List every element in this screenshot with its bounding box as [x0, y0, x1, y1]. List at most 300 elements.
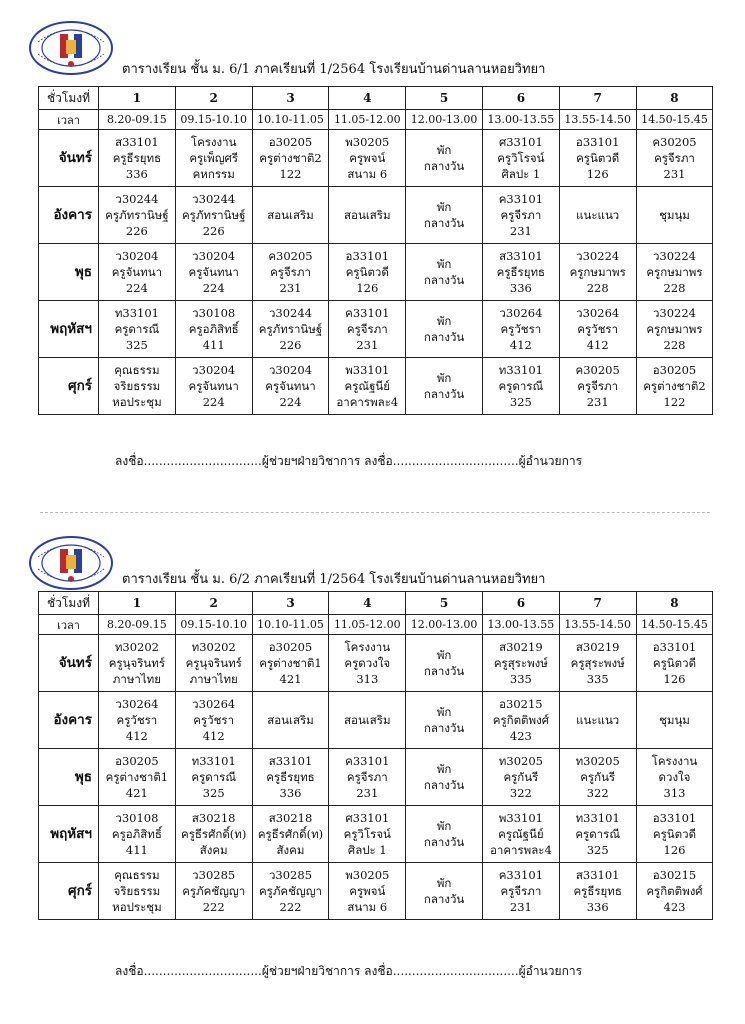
day-name: พุธ [39, 244, 99, 301]
teacher-name: ดวงใจ [658, 770, 691, 784]
teacher-name: ครูวัชรา [500, 322, 542, 336]
subject-code: อ30215 [499, 697, 543, 711]
subject-code: ท33101 [191, 754, 236, 768]
teacher-name: ครูธีรศักดิ์(ท) [257, 827, 324, 841]
period-number: 5 [406, 592, 483, 615]
teacher-name: ครูวิโรจน์ [343, 827, 391, 841]
period-label: ชั่วโมงที่ [39, 87, 99, 110]
subject-code: ว30224 [652, 306, 696, 320]
period-number: 8 [636, 87, 713, 110]
subject-code: สอนเสริม [344, 208, 391, 222]
room: 325 [202, 786, 225, 800]
period-header-row [39, 592, 713, 615]
subject-code: ว30224 [652, 249, 696, 263]
room: 325 [586, 843, 609, 857]
subject-code: ท33101 [114, 306, 159, 320]
class-cell [559, 749, 636, 806]
class-cell [99, 358, 176, 415]
room: 335 [509, 672, 532, 686]
class-cell [175, 635, 252, 692]
day-row [39, 187, 713, 244]
period-number: 3 [252, 87, 329, 110]
time-slot: 11.05-12.00 [329, 110, 406, 130]
class-cell [406, 358, 483, 415]
class-cell [636, 863, 713, 920]
class-cell [252, 806, 329, 863]
subject-code: ค33101 [345, 306, 390, 320]
timetable [38, 86, 713, 415]
class-cell [99, 749, 176, 806]
class-cell [559, 635, 636, 692]
subject-code: ว30204 [268, 363, 313, 377]
class-cell [406, 635, 483, 692]
class-cell [175, 244, 252, 301]
class-cell [559, 358, 636, 415]
class-cell [99, 806, 176, 863]
subject-code: พัก [436, 257, 452, 271]
subject-code: อ30215 [652, 868, 697, 882]
class-cell [252, 187, 329, 244]
class-cell [252, 692, 329, 749]
subject-code: ค33101 [498, 192, 544, 206]
class-cell [252, 635, 329, 692]
room: สังคม [276, 843, 305, 857]
class-cell [406, 806, 483, 863]
teacher-name: ครูจันทนา [188, 379, 239, 393]
class-cell [406, 692, 483, 749]
period-number: 7 [559, 87, 636, 110]
class-cell [175, 130, 252, 187]
teacher-name: ครูวิโรจน์ [497, 151, 545, 165]
time-slot: 10.10-11.05 [252, 615, 329, 635]
class-cell [175, 187, 252, 244]
time-slot: 13.55-14.50 [559, 615, 636, 635]
subject-code: พ33101 [498, 811, 543, 825]
subject-code: ท30205 [575, 754, 620, 768]
day-name: พฤหัสฯ [39, 301, 99, 358]
teacher-name: ครูจันทนา [265, 379, 316, 393]
time-slot: 13.00-13.55 [482, 110, 559, 130]
subject-code: ส33101 [575, 868, 620, 882]
room: 336 [125, 167, 148, 181]
day-name: ศุกร์ [39, 358, 99, 415]
class-cell [329, 244, 406, 301]
teacher-name: ครูดารณี [498, 379, 544, 393]
class-cell [329, 130, 406, 187]
teacher-name: กลางวัน [423, 721, 465, 735]
class-cell [252, 358, 329, 415]
class-cell [482, 863, 559, 920]
teacher-name: ครูนิตวดี [345, 265, 389, 279]
time-slot: 14.50-15.45 [636, 110, 713, 130]
class-cell [636, 130, 713, 187]
teacher-name: ครูต่างชาติ1 [105, 770, 169, 784]
teacher-name: ครูต่างชาติ2 [643, 379, 706, 393]
room: 228 [663, 338, 686, 352]
class-cell [175, 749, 252, 806]
subject-code: ชุมนุม [659, 208, 690, 222]
room: 325 [509, 395, 532, 409]
subject-code: ว30204 [192, 363, 236, 377]
room: 412 [202, 729, 225, 743]
teacher-name: กลางวัน [423, 330, 465, 344]
signature-line: ลงชื่อ...............................ผู้ช่วยฯฝ่ายวิชาการ ลงชื่อ.................................ผู้อำนวยการ [115, 964, 583, 978]
class-cell [99, 692, 176, 749]
teacher-name: ครูดวงใจ [344, 656, 391, 670]
teacher-name: ครูอภิสิทธิ์ [111, 827, 162, 841]
class-cell [559, 301, 636, 358]
room: 421 [125, 786, 148, 800]
subject-code: ค33101 [345, 754, 390, 768]
subject-code: ว30108 [115, 811, 159, 825]
subject-code: พัก [436, 705, 452, 719]
subject-code: ท30202 [191, 640, 236, 654]
subject-code: พัก [436, 648, 452, 662]
room: 336 [509, 281, 532, 295]
room: คหกรรม [192, 167, 235, 181]
teacher-name: ครูวัชรา [577, 322, 619, 336]
room: 335 [586, 672, 609, 686]
subject-code: ส30219 [575, 640, 620, 654]
subject-code: พ33101 [345, 363, 390, 377]
room: 412 [125, 729, 148, 743]
teacher-name: ครูภัทรานิษฐ์ [181, 208, 246, 222]
subject-code: พัก [436, 819, 452, 833]
time-slot: 12.00-13.00 [406, 110, 483, 130]
subject-code: ค30205 [268, 249, 313, 263]
teacher-name: ครูจีรภา [654, 151, 695, 165]
class-cell [406, 863, 483, 920]
room: 313 [356, 672, 379, 686]
teacher-name: จริยธรรม [113, 884, 161, 898]
teacher-name: ครูนุจรินทร์ [185, 656, 242, 670]
class-cell [252, 749, 329, 806]
room: 126 [356, 281, 379, 295]
class-cell [329, 358, 406, 415]
teacher-name: ครูสุระพงษ์ [570, 656, 625, 670]
subject-code: ว30264 [576, 306, 620, 320]
period-number: 1 [99, 592, 176, 615]
period-number: 1 [99, 87, 176, 110]
subject-code: อ30205 [268, 640, 313, 654]
class-cell [482, 692, 559, 749]
teacher-name: ครูธีรยุทธ [112, 151, 162, 165]
class-cell [636, 244, 713, 301]
teacher-name: ครูกษมาพร [646, 265, 703, 279]
subject-code: ว30285 [192, 868, 236, 882]
period-number: 6 [482, 87, 559, 110]
room: 313 [663, 786, 686, 800]
subject-code: ส33101 [115, 135, 159, 149]
day-name: พฤหัสฯ [39, 806, 99, 863]
subject-code: สอนเสริม [267, 208, 314, 222]
day-row [39, 358, 713, 415]
class-cell [175, 301, 252, 358]
teacher-name: กลางวัน [423, 273, 465, 287]
teacher-name: ครูเพ็ญศรี [189, 151, 239, 165]
subject-code: ส33101 [268, 754, 313, 768]
subject-code: สอนเสริม [267, 713, 314, 727]
teacher-name: ครูกิตติพงศ์ [492, 713, 550, 727]
subject-code: พัก [436, 762, 452, 776]
teacher-name: ครูจีรภา [346, 770, 388, 784]
subject-code: ชุมนุม [659, 713, 690, 727]
room: ศิลปะ 1 [501, 167, 541, 181]
room: 222 [202, 900, 225, 914]
class-cell [329, 635, 406, 692]
class-cell [99, 187, 176, 244]
teacher-name: กลางวัน [423, 892, 465, 906]
time-label: เวลา [39, 110, 99, 130]
room: 412 [586, 338, 609, 352]
class-cell [636, 301, 713, 358]
subject-code: แนะแนว [576, 713, 620, 727]
room: หอประชุม [112, 395, 162, 409]
day-row [39, 863, 713, 920]
class-cell [329, 187, 406, 244]
subject-code: ท33101 [575, 811, 620, 825]
day-name: จันทร์ [39, 635, 99, 692]
room: 226 [279, 338, 302, 352]
period-number: 8 [636, 592, 713, 615]
period-number: 7 [559, 592, 636, 615]
period-number: 2 [175, 592, 252, 615]
subject-code: ว30244 [115, 192, 159, 206]
class-cell [636, 187, 713, 244]
school-seal-logo [28, 20, 114, 76]
period-number: 4 [329, 87, 406, 110]
room: 224 [279, 395, 302, 409]
class-cell [559, 130, 636, 187]
room: 411 [125, 843, 148, 857]
room: 411 [202, 338, 225, 352]
class-cell [482, 130, 559, 187]
teacher-name: ครูพจน์ [349, 151, 386, 165]
class-cell [175, 692, 252, 749]
teacher-name: ครูจีรภา [577, 379, 619, 393]
room: 228 [586, 281, 609, 295]
class-cell [482, 244, 559, 301]
room: 325 [125, 338, 148, 352]
subject-code: คุณธรรม [114, 868, 160, 882]
class-cell [636, 635, 713, 692]
class-cell [559, 244, 636, 301]
teacher-name: ครูอภิสิทธิ์ [188, 322, 239, 336]
subject-code: พ30205 [345, 868, 390, 882]
subject-code: ว30264 [499, 306, 543, 320]
teacher-name: ครูดารณี [575, 827, 620, 841]
day-name: พุธ [39, 749, 99, 806]
schedule-6-1 [0, 0, 745, 505]
subject-code: ส30218 [268, 811, 313, 825]
room: 126 [663, 843, 686, 857]
room: 226 [125, 224, 148, 238]
room: 228 [663, 281, 686, 295]
teacher-name: ครูภัคชัญญา [182, 884, 246, 898]
signature-line: ลงชื่อ...............................ผู้ช่วยฯฝ่ายวิชาการ ลงชื่อ.................................ผู้อำนวยการ [115, 454, 583, 468]
subject-code: ว30244 [268, 306, 313, 320]
subject-code: พัก [436, 200, 452, 214]
class-cell [559, 806, 636, 863]
teacher-name: ครูณัฐนีย์ [344, 379, 391, 393]
teacher-name: ครูจีรภา [500, 208, 542, 222]
room: 231 [279, 281, 302, 295]
room: 336 [586, 900, 609, 914]
room: 226 [202, 224, 225, 238]
subject-code: โครงงาน [190, 135, 237, 149]
class-cell [482, 187, 559, 244]
room: 423 [509, 729, 532, 743]
subject-code: พัก [436, 876, 452, 890]
teacher-name: ครูธีรศักดิ์(ท) [181, 827, 247, 841]
room: 231 [586, 395, 609, 409]
school-seal-logo [28, 535, 114, 591]
class-cell [559, 863, 636, 920]
subject-code: ค30205 [575, 363, 620, 377]
time-row [39, 615, 713, 635]
room: 126 [586, 167, 609, 181]
room: อาคารพละ4 [336, 395, 399, 409]
day-row [39, 301, 713, 358]
subject-code: พัก [436, 143, 452, 157]
time-slot: 8.20-09.15 [99, 615, 176, 635]
room: 122 [279, 167, 302, 181]
room: 336 [279, 786, 302, 800]
teacher-name: ครูดารณี [191, 770, 237, 784]
subject-code: ค30205 [652, 135, 697, 149]
teacher-name: ครูนุจรินทร์ [108, 656, 166, 670]
teacher-name: ครูนิตวดี [576, 151, 620, 165]
time-row [39, 110, 713, 130]
class-cell [329, 749, 406, 806]
subject-code: ค33101 [498, 868, 544, 882]
subject-code: แนะแนว [576, 208, 620, 222]
period-number: 4 [329, 592, 406, 615]
teacher-name: ครูจีรภา [346, 322, 388, 336]
day-row [39, 806, 713, 863]
schedule-title: ตารางเรียน ชั้น ม. 6/2 ภาคเรียนที่ 1/2564 โรงเรียนบ้านด่านลานหอยวิทยา [122, 572, 546, 587]
class-cell [329, 863, 406, 920]
teacher-name: กลางวัน [423, 835, 465, 849]
subject-code: อ33101 [345, 249, 390, 263]
room: 231 [356, 786, 379, 800]
teacher-name: ครูวัชรา [193, 713, 235, 727]
room: หอประชุม [112, 900, 162, 914]
class-cell [329, 692, 406, 749]
period-number: 3 [252, 592, 329, 615]
subject-code: พัก [436, 371, 452, 385]
subject-code: ว30244 [192, 192, 236, 206]
teacher-name: ครูสุระพงษ์ [493, 656, 548, 670]
room: 231 [356, 338, 379, 352]
subject-code: อ30205 [115, 754, 159, 768]
room: สนาม 6 [347, 167, 388, 181]
day-row [39, 244, 713, 301]
subject-code: ท33101 [498, 363, 543, 377]
teacher-name: ครูกันรี [503, 770, 539, 784]
teacher-name: ครูพจน์ [349, 884, 386, 898]
day-row [39, 692, 713, 749]
class-cell [559, 692, 636, 749]
time-slot: 13.55-14.50 [559, 110, 636, 130]
room: 412 [509, 338, 532, 352]
cut-divider [40, 512, 710, 513]
room: 224 [202, 281, 225, 295]
teacher-name: ครูธีรยุทธ [573, 884, 622, 898]
period-header-row [39, 87, 713, 110]
subject-code: ส33101 [499, 249, 543, 263]
teacher-name: ครูต่างชาติ1 [259, 656, 322, 670]
day-row [39, 130, 713, 187]
teacher-name: ครูจีรภา [500, 884, 542, 898]
subject-code: ว30264 [115, 697, 159, 711]
class-cell [482, 749, 559, 806]
teacher-name: ครูดารณี [114, 322, 160, 336]
teacher-name: ครูภัทรานิษฐ์ [105, 208, 169, 222]
day-row [39, 749, 713, 806]
room: 423 [663, 900, 686, 914]
room: 231 [509, 900, 532, 914]
class-cell [252, 863, 329, 920]
teacher-name: ครูธีรยุทธ [266, 770, 315, 784]
class-cell [175, 358, 252, 415]
class-cell [559, 187, 636, 244]
teacher-name: ครูจันทนา [111, 265, 163, 279]
time-slot: 09.15-10.10 [175, 110, 252, 130]
class-cell [329, 301, 406, 358]
class-cell [99, 863, 176, 920]
teacher-name: ครูนิตวดี [652, 827, 697, 841]
class-cell [99, 301, 176, 358]
schedule-title: ตารางเรียน ชั้น ม. 6/1 ภาคเรียนที่ 1/2564 โรงเรียนบ้านด่านลานหอยวิทยา [122, 62, 546, 77]
teacher-name: ครูจีรภา [270, 265, 311, 279]
day-name: ศุกร์ [39, 863, 99, 920]
subject-code: ท30202 [114, 640, 159, 654]
subject-code: ท30205 [498, 754, 543, 768]
subject-code: โครงงาน [344, 640, 391, 654]
room: 322 [509, 786, 532, 800]
day-name: จันทร์ [39, 130, 99, 187]
room: ภาษาไทย [189, 672, 238, 686]
time-slot: 13.00-13.55 [482, 615, 559, 635]
subject-code: อ33101 [575, 135, 620, 149]
time-slot: 8.20-09.15 [99, 110, 176, 130]
class-cell [636, 806, 713, 863]
subject-code: พ30205 [345, 135, 390, 149]
subject-code: คุณธรรม [114, 363, 160, 377]
class-cell [252, 244, 329, 301]
class-cell [175, 863, 252, 920]
subject-code: อ30205 [652, 363, 697, 377]
class-cell [406, 187, 483, 244]
subject-code: ว30204 [115, 249, 159, 263]
subject-code: ว30224 [576, 249, 620, 263]
subject-code: พัก [436, 314, 452, 328]
time-slot: 09.15-10.10 [175, 615, 252, 635]
subject-code: สอนเสริม [344, 713, 391, 727]
subject-code: ส30218 [191, 811, 236, 825]
class-cell [99, 130, 176, 187]
time-slot: 10.10-11.05 [252, 110, 329, 130]
time-slot: 11.05-12.00 [329, 615, 406, 635]
teacher-name: กลางวัน [423, 216, 465, 230]
time-slot: 12.00-13.00 [406, 615, 483, 635]
room: 231 [663, 167, 686, 181]
day-row [39, 635, 713, 692]
schedule-6-2 [0, 535, 745, 1024]
subject-code: ศ33101 [345, 811, 390, 825]
period-number: 2 [175, 87, 252, 110]
